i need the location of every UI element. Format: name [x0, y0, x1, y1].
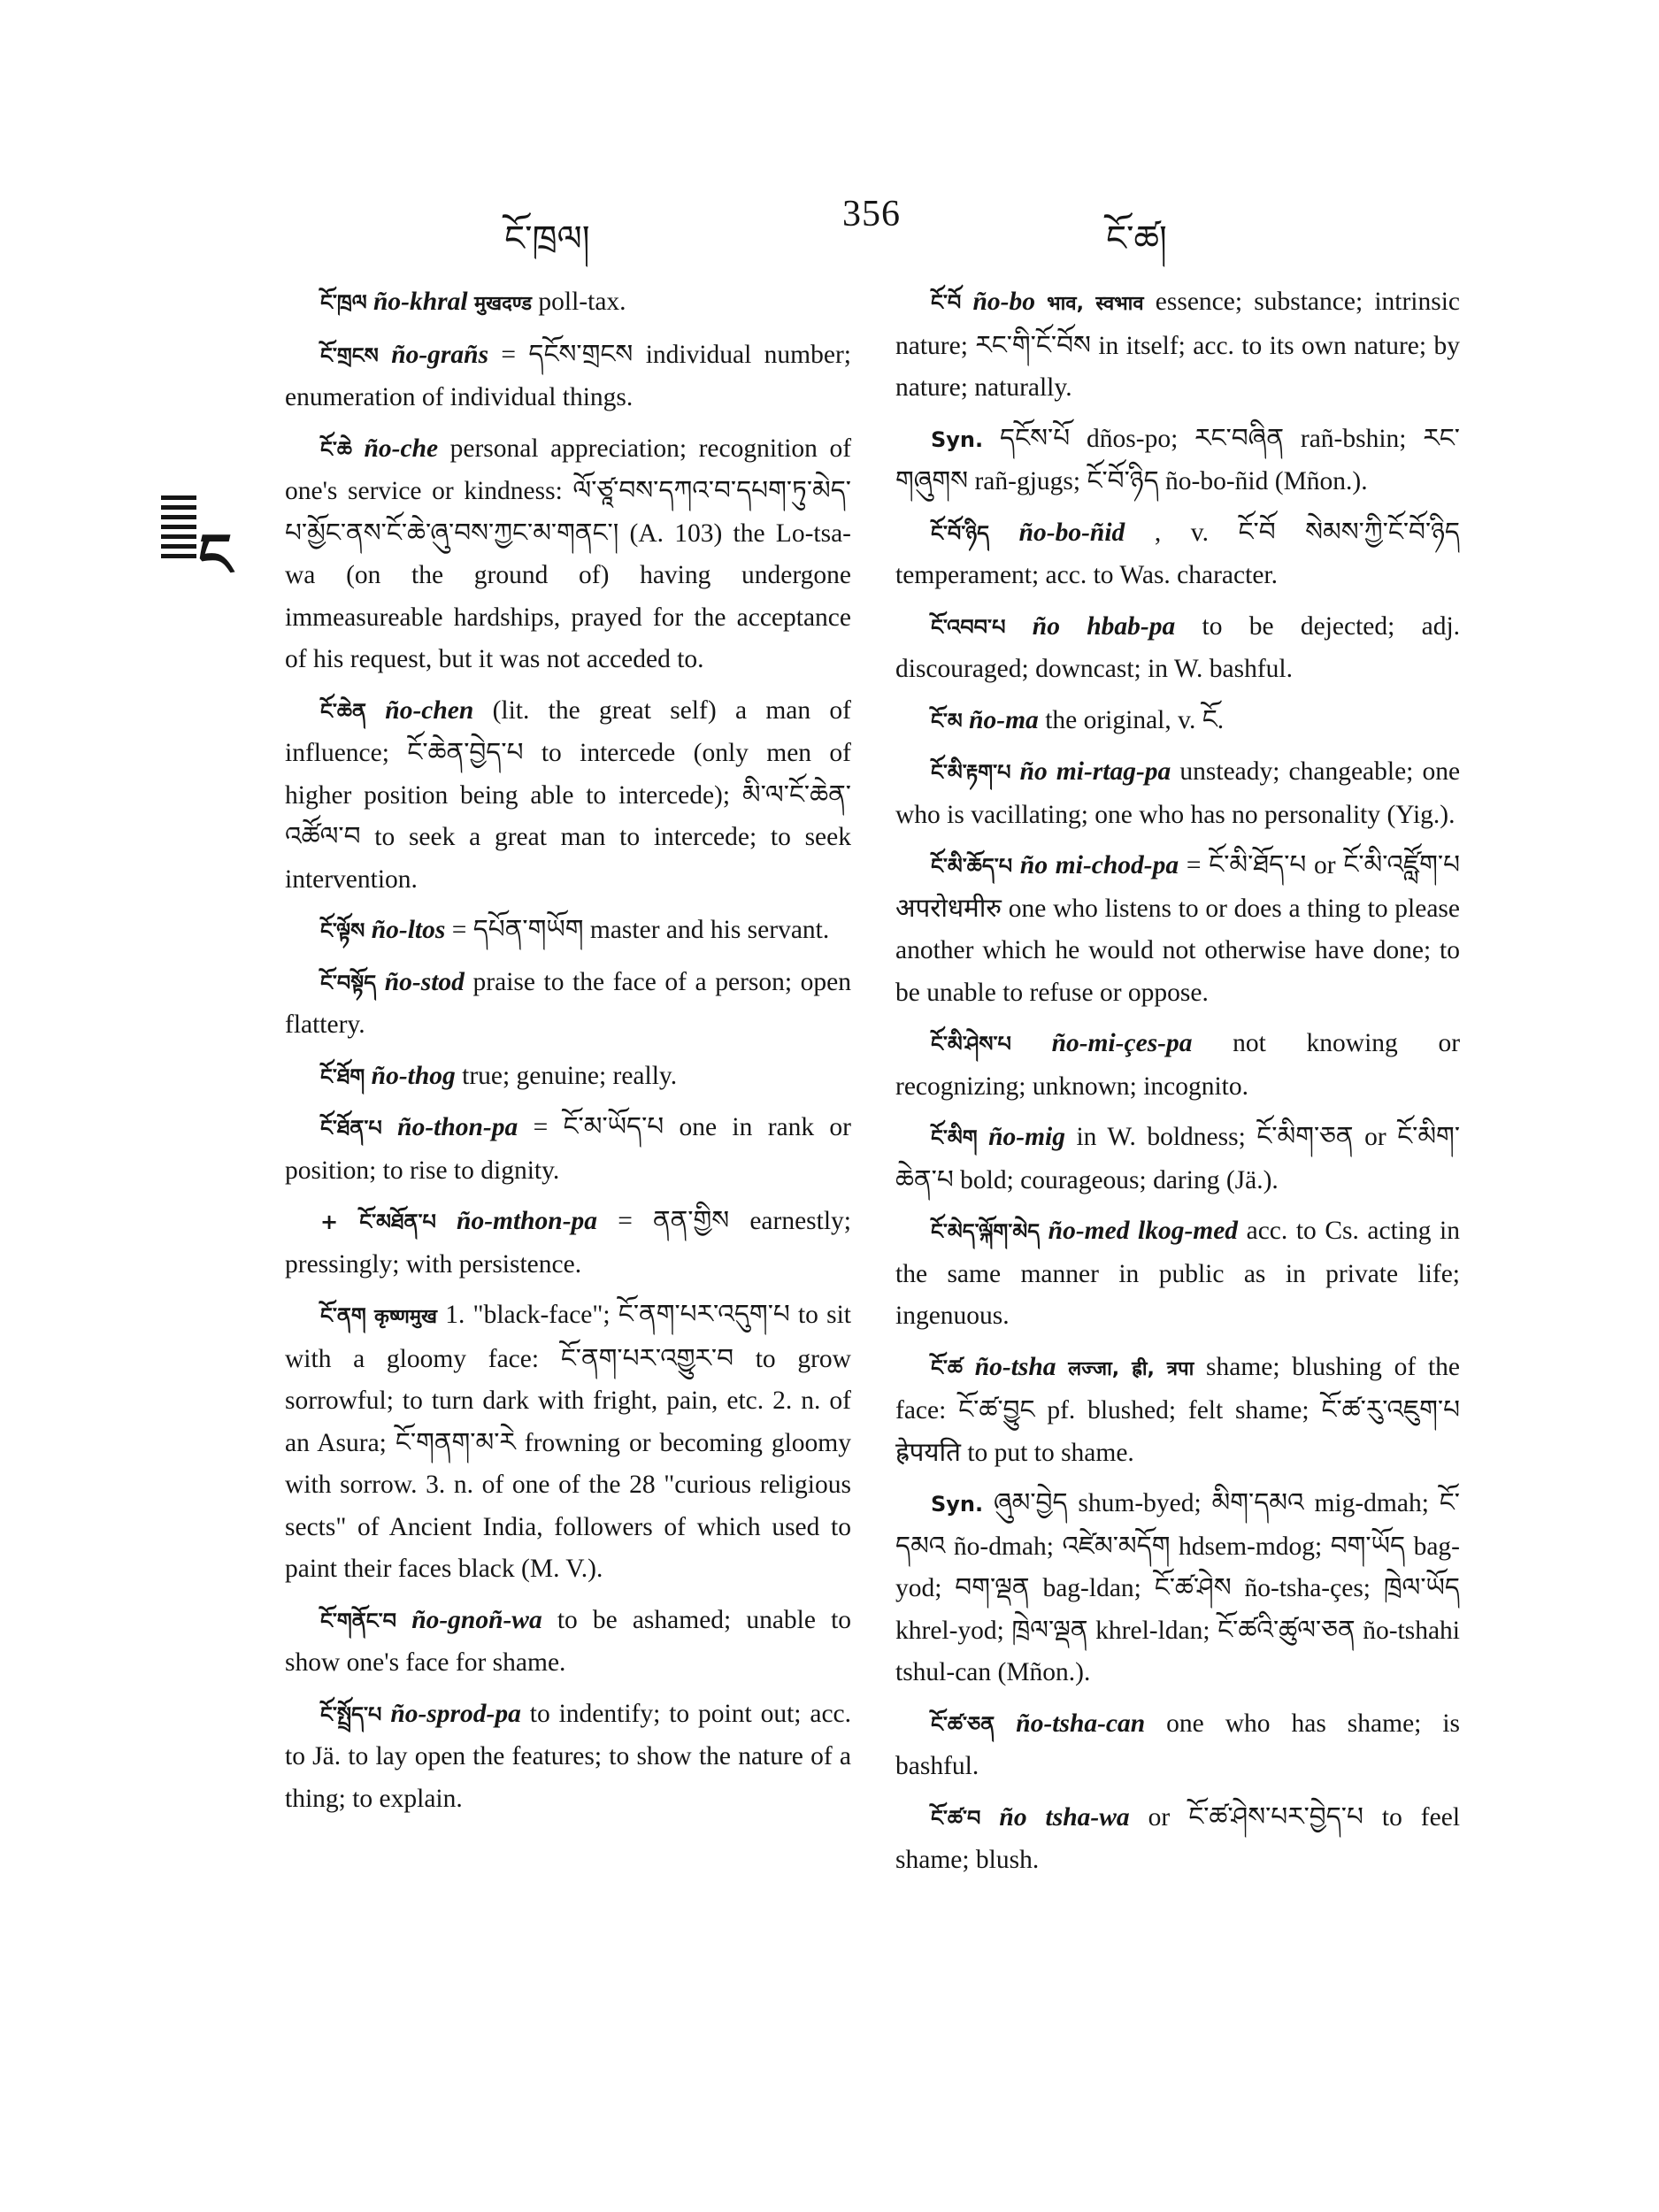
tibetan-headword: ངོ་བོ [931, 290, 962, 315]
transliteration: ño-chen [385, 695, 474, 725]
dictionary-entry [285, 1294, 851, 1591]
dictionary-entry [285, 1600, 851, 1685]
definition-text: or ངོ་ཚ་ཤེས་པར་བྱེད་པ to feel shame; blush. [895, 1802, 1461, 1874]
transliteration: ño tsha-wa [999, 1802, 1130, 1832]
tibetan-headword: ངོ་ཆེན [320, 698, 366, 724]
tibetan-headword: ངོ་བསྟོད [320, 970, 377, 995]
dictionary-entry [285, 1201, 851, 1286]
dictionary-entry [895, 1483, 1460, 1694]
tibetan-headword: ངོ་ཐོག [320, 1064, 365, 1089]
dictionary-entry [895, 845, 1460, 1014]
transliteration: ño mi-rtag-pa [1019, 757, 1171, 786]
dictionary-entry [895, 281, 1460, 410]
sanskrit-equivalent: लज्जा, ह्री, त्रपा [1068, 1357, 1194, 1380]
definition-text: personal appreciation; recognition of one's service or kindness: ལོ་ཙཱ་བས་དཀའ་བ་དཔག་ཏུ་མེད་པ་མྱོང་ནས་ངོ་ཆེ་ཞུ་བས་ཀྱང་མ་གནང་། (A. 103) the Lo-tsa-wa (on the ground of) having undergone immeasureable hardships, prayed for the acceptance of his request, but it was not acceded to. [285, 434, 852, 673]
dictionary-entry [285, 428, 851, 681]
thumb-index-lines [161, 495, 196, 559]
tibetan-headword: ངོ་མིག [931, 1125, 978, 1150]
definition-text: = ངོ་མ་ཡོད་པ one in rank or position; to rise to dignity. [285, 1113, 852, 1185]
dictionary-entry [285, 690, 851, 902]
definition-text: = ངོ་མི་ཐོད་པ or ངོ་མི་འཛློག་པ अपरोधमीरु one who listens to or does a thing to please another which he would not otherwise have done; to be unable to refuse or oppose. [895, 851, 1461, 1007]
definition-text: one who has shame; is bashful. [895, 1709, 1461, 1780]
tibetan-headword: ངོ་བོ་ཉིད [931, 520, 990, 546]
transliteration: ño-mig [988, 1123, 1065, 1151]
tibetan-headword: ངོ་ནག [320, 1303, 366, 1328]
dictionary-entry [285, 1107, 851, 1192]
thumb-index-letter: ང [198, 521, 233, 589]
tibetan-headword: ངོ་ཚ་ཅན [931, 1711, 995, 1737]
transliteration: ño-ltos [371, 916, 446, 944]
transliteration: ño-bo-ñid [1018, 518, 1125, 547]
dictionary-entry [895, 1703, 1460, 1788]
tibetan-headword: ངོ་མ [931, 708, 963, 733]
definition-text: in W. boldness; ངོ་མིག་ཅན or ངོ་མིག་ཆེན་པ bold; courageous; daring (Jä.). [895, 1123, 1461, 1194]
dictionary-entry [895, 1797, 1460, 1882]
right-running-headword: ངོ་ཚ། [1106, 219, 1167, 259]
dictionary-entry [285, 1694, 851, 1821]
tibetan-headword: + ངོ་མཐོན་པ [320, 1210, 436, 1234]
transliteration: ño-khral [373, 288, 468, 316]
definition-text: to be dejected; adj. discouraged; downcast; in W. bashful. [895, 611, 1461, 683]
dictionary-entry [285, 1056, 851, 1099]
transliteration: ño hbab-pa [1032, 611, 1176, 641]
tibetan-headword: ངོ་ཐོན་པ [320, 1116, 382, 1141]
tibetan-headword: ངོ་ཚ [931, 1355, 963, 1380]
transliteration: ño mi-chod-pa [1019, 851, 1179, 879]
transliteration: ño-ma [969, 705, 1039, 734]
transliteration: ño-gnoñ-wa [411, 1605, 542, 1634]
definition-text: essence; substance; intrinsic nature; རང་གི་ངོ་བོས in itself; acc. to its own nature; by nature; naturally. [895, 288, 1461, 402]
transliteration: ño-thog [371, 1061, 456, 1090]
transliteration: ño-tsha-can [1016, 1709, 1146, 1738]
transliteration: ño-bo [972, 288, 1035, 316]
transliteration: ño-tsha [974, 1352, 1056, 1381]
dictionary-entry [895, 512, 1460, 597]
definition-text: , v. ངོ་བོ སེམས་ཀྱི་ངོ་བོ་ཉིད temperament; acc. to Was. character. [895, 518, 1461, 589]
dictionary-entry [895, 419, 1460, 503]
left-running-headword: ངོ་ཁྲལ། [504, 219, 590, 259]
dictionary-entry [285, 962, 851, 1047]
dictionary-entry [895, 1117, 1460, 1202]
definition-text: poll-tax. [532, 288, 626, 316]
tibetan-headword: ངོ་མི་ཆོད་པ [931, 854, 1013, 879]
tibetan-headword: ངོ་ལྟོས [320, 918, 365, 943]
dictionary-entry [895, 751, 1460, 836]
tibetan-headword: ངོ་སྤྲོད་པ [320, 1701, 382, 1727]
definition-text: unsteady; changeable; one who is vacillating; one who has no personality (Yig.). [895, 757, 1461, 829]
tibetan-headword: ངོ་འབབ་པ [931, 614, 1006, 640]
definition-text: 1. "black-face"; ངོ་ནག་པར་འདུག་པ to sit with a gloomy face: ངོ་ནག་པར་འགྱུར་བ to grow sorrowful; to turn dark with fright, pain, etc. 2. n. of an Asura; ངོ་གནག་མ་རེ frowning or becoming gloomy with sorrow. 3. n. of one of the 28 "curious religious sects" of Ancient India, followers of which used to paint their faces black (M. V.). [285, 1301, 851, 1583]
tibetan-headword: ངོ་གྲངས [320, 342, 379, 368]
dictionary-entry [895, 1347, 1460, 1475]
tibetan-headword: ངོ་གནོང་བ [320, 1608, 397, 1633]
left-column [285, 281, 851, 1829]
tibetan-headword: Syn. [931, 426, 984, 452]
definition-text: praise to the face of a person; open flattery. [285, 967, 852, 1039]
tibetan-headword: ངོ་ཆེ [320, 436, 352, 462]
definition-text: the original, v. ངོ. [1045, 705, 1225, 734]
dictionary-entry [895, 606, 1460, 691]
sanskrit-equivalent: भाव, स्वभाव [1047, 293, 1144, 315]
tibetan-headword: ངོ་མི་རྟག་པ [931, 760, 1011, 785]
definition-text: to be ashamed; unable to show one's face for shame. [285, 1605, 852, 1677]
definition-text: ཞུམ་བྱེད shum-byed; མིག་དམའ mig-dmah; ངོ་དམའ ño-dmah; འཛེམ་མདོག hdsem-mdog; བག་ཡོད bag-yod; བག་ལྡན bag-ldan; ངོ་ཚ་ཤེས ño-tsha-çes; ཁྲེལ་ཡོད khrel-yod; ཁྲེལ་ལྡན khrel-ldan; ངོ་ཚའི་ཚུལ་ཅན ño-tshahi tshul-can (Mñon.). [895, 1489, 1460, 1686]
dictionary-entry [895, 1023, 1460, 1108]
thumb-index-tab [161, 495, 248, 589]
transliteration: ño-med lkog-med [1048, 1217, 1239, 1245]
definition-text: true; genuine; really. [462, 1061, 678, 1090]
definition-text: = དངོས་གྲངས individual number; enumeration of individual things. [285, 340, 851, 411]
tibetan-headword: Syn. [931, 1492, 984, 1517]
definition-text: to indentify; to point out; acc. to Jä. to lay open the features; to show the nature of a thing; to explain. [285, 1699, 852, 1813]
definition-text: (lit. the great self) a man of influence; ངོ་ཆེན་བྱེད་པ to intercede (only men of higher position being able to intercede); མི་ལ་ངོ་ཆེན་འཚོལ་བ to seek a great man to intercede; to seek intervention. [285, 695, 851, 894]
tibetan-headword: ངོ་ཚ་བ [931, 1805, 981, 1831]
right-column [895, 281, 1460, 1891]
transliteration: ño-mi-çes-pa [1051, 1029, 1193, 1057]
definition-text: = དཔོན་གཡོག master and his servant. [451, 916, 830, 944]
definition-text: = ནན་གྱིས earnestly; pressingly; with persistence. [285, 1207, 851, 1279]
tibetan-headword: ངོ་མི་ཤེས་པ [931, 1032, 1011, 1056]
definition-text: shame; blushing of the face: ངོ་ཚ་བྱུང pf. blushed; felt shame; ངོ་ཚ་རུ་འཇུག་པ ह्रेपयति to put to shame. [895, 1352, 1461, 1467]
tibetan-headword: ངོ་ཁྲལ [320, 290, 367, 315]
dictionary-entry [285, 281, 851, 326]
dictionary-entry [895, 700, 1460, 743]
page-header [0, 193, 1659, 259]
transliteration: ño-sprod-pa [390, 1699, 521, 1728]
definition-text: དངོས་པོ dños-po; རང་བཞིན rañ-bshin; རང་གཞུགས rañ-gjugs; ངོ་བོ་ཉིད ño-bo-ñid (Mñon.). [895, 424, 1460, 495]
transliteration: ño-che [364, 434, 439, 463]
transliteration: ño-stod [384, 967, 465, 996]
transliteration: ño-mthon-pa [457, 1207, 598, 1235]
dictionary-entry [895, 1210, 1460, 1338]
dictionary-entry [285, 334, 851, 419]
transliteration: ño-thon-pa [397, 1113, 518, 1141]
definition-text: not knowing or recognizing; unknown; incognito. [895, 1029, 1461, 1101]
sanskrit-equivalent: मुखदण्ड [473, 293, 533, 315]
sanskrit-equivalent: कृष्णमुख [373, 1306, 438, 1328]
page-number: 356 [842, 194, 901, 234]
tibetan-headword: ངོ་མེད་ལྐོག་མེད [931, 1219, 1041, 1244]
definition-text: acc. to Cs. acting in the same manner in public as in private life; ingenuous. [895, 1217, 1460, 1330]
transliteration: ño-grañs [391, 340, 489, 369]
dictionary-entry [285, 910, 851, 953]
